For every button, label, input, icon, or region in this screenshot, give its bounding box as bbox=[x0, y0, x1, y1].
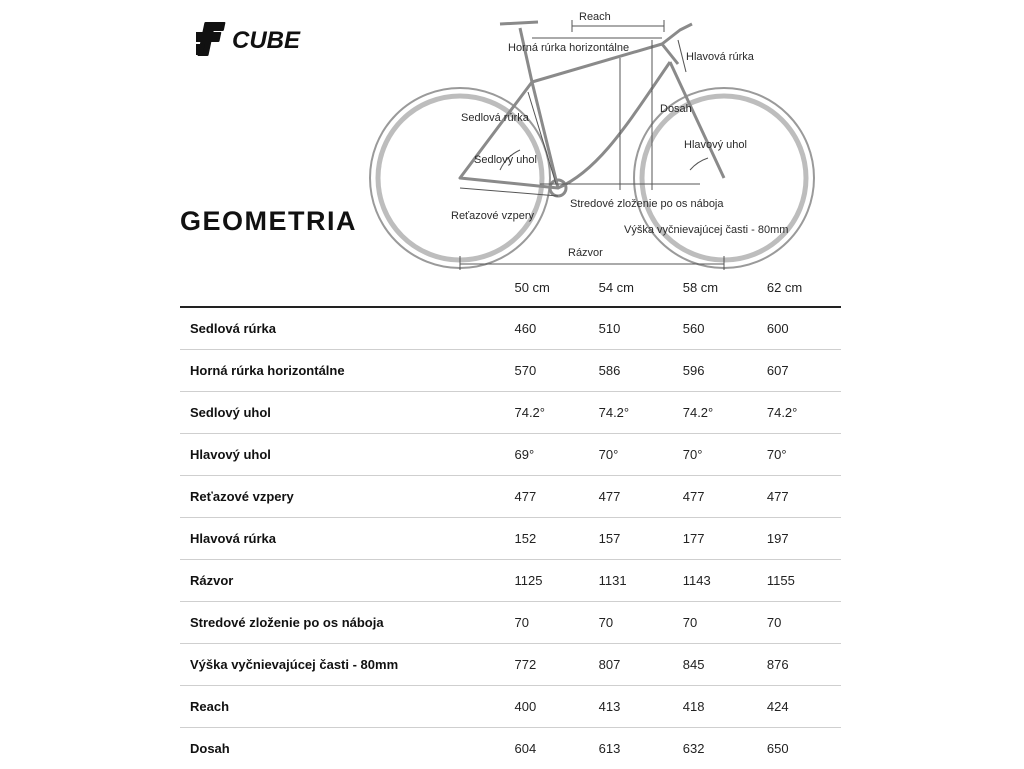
size-header: 54 cm bbox=[589, 268, 673, 307]
row-label: Horná rúrka horizontálne bbox=[180, 350, 504, 392]
diagram-label-head-tube: Hlavová rúrka bbox=[686, 51, 755, 63]
table-row bbox=[180, 476, 841, 518]
row-label: Výška vyčnievajúcej časti - 80mm bbox=[180, 644, 504, 686]
table-row bbox=[180, 392, 841, 434]
table-header-row bbox=[180, 268, 841, 307]
table-cell: 69° bbox=[504, 434, 588, 476]
table-cell: 1131 bbox=[589, 560, 673, 602]
cube-logo-icon bbox=[196, 22, 226, 56]
table-cell: 604 bbox=[504, 728, 588, 769]
table-cell: 74.2° bbox=[757, 392, 841, 434]
table-cell: 632 bbox=[673, 728, 757, 769]
table-cell: 460 bbox=[504, 307, 588, 350]
table-row bbox=[180, 434, 841, 476]
table-cell: 650 bbox=[757, 728, 841, 769]
table-cell: 70 bbox=[673, 602, 757, 644]
diagram-label-seat-angle: Sedlový uhol bbox=[474, 154, 537, 166]
table-cell: 607 bbox=[757, 350, 841, 392]
geometry-table bbox=[180, 268, 841, 769]
table-cell: 807 bbox=[589, 644, 673, 686]
table-cell: 70 bbox=[504, 602, 588, 644]
table-row bbox=[180, 350, 841, 392]
diagram-label-reach: Reach bbox=[579, 11, 611, 23]
page-title: GEOMETRIA bbox=[180, 206, 357, 237]
diagram-label-top-tube: Horná rúrka horizontálne bbox=[508, 42, 629, 54]
table-row bbox=[180, 560, 841, 602]
diagram-label-stack: Dosah bbox=[660, 103, 692, 115]
table-cell: 177 bbox=[673, 518, 757, 560]
geometry-diagram bbox=[360, 0, 820, 270]
row-label: Hlavová rúrka bbox=[180, 518, 504, 560]
row-label: Rázvor bbox=[180, 560, 504, 602]
table-row bbox=[180, 686, 841, 728]
brand-logo bbox=[196, 20, 344, 58]
table-cell: 70° bbox=[673, 434, 757, 476]
size-header: 58 cm bbox=[673, 268, 757, 307]
table-cell: 413 bbox=[589, 686, 673, 728]
table-cell: 74.2° bbox=[589, 392, 673, 434]
row-label: Hlavový uhol bbox=[180, 434, 504, 476]
size-header: 50 cm bbox=[504, 268, 588, 307]
table-cell: 1125 bbox=[504, 560, 588, 602]
table-cell: 70° bbox=[757, 434, 841, 476]
diagram-label-standover: Výška vyčnievajúcej časti - 80mm bbox=[624, 224, 788, 236]
table-cell: 197 bbox=[757, 518, 841, 560]
table-cell: 152 bbox=[504, 518, 588, 560]
table-cell: 477 bbox=[673, 476, 757, 518]
table-row bbox=[180, 307, 841, 350]
row-label: Sedlová rúrka bbox=[180, 307, 504, 350]
table-cell: 600 bbox=[757, 307, 841, 350]
table-cell: 570 bbox=[504, 350, 588, 392]
brand-name: CUBE bbox=[232, 27, 301, 54]
table-cell: 613 bbox=[589, 728, 673, 769]
diagram-label-bb-drop: Stredové zloženie po os náboja bbox=[570, 198, 724, 210]
table-cell: 424 bbox=[757, 686, 841, 728]
table-cell: 510 bbox=[589, 307, 673, 350]
table-cell: 418 bbox=[673, 686, 757, 728]
table-row bbox=[180, 602, 841, 644]
table-row bbox=[180, 644, 841, 686]
table-cell: 586 bbox=[589, 350, 673, 392]
size-header: 62 cm bbox=[757, 268, 841, 307]
table-cell: 560 bbox=[673, 307, 757, 350]
table-cell: 74.2° bbox=[504, 392, 588, 434]
table-cell: 876 bbox=[757, 644, 841, 686]
table-cell: 74.2° bbox=[673, 392, 757, 434]
table-cell: 477 bbox=[589, 476, 673, 518]
row-label: Dosah bbox=[180, 728, 504, 769]
table-cell: 157 bbox=[589, 518, 673, 560]
header-empty bbox=[180, 268, 504, 307]
diagram-label-head-angle: Hlavový uhol bbox=[684, 139, 747, 151]
diagram-label-seat-tube: Sedlová rúrka bbox=[461, 112, 530, 124]
table-cell: 400 bbox=[504, 686, 588, 728]
table-cell: 70 bbox=[757, 602, 841, 644]
table-cell: 596 bbox=[673, 350, 757, 392]
row-label: Stredové zloženie po os náboja bbox=[180, 602, 504, 644]
table-row bbox=[180, 518, 841, 560]
table-cell: 1143 bbox=[673, 560, 757, 602]
table-cell: 845 bbox=[673, 644, 757, 686]
table-cell: 477 bbox=[504, 476, 588, 518]
table-row bbox=[180, 728, 841, 769]
table-cell: 1155 bbox=[757, 560, 841, 602]
row-label: Reach bbox=[180, 686, 504, 728]
table-cell: 772 bbox=[504, 644, 588, 686]
table-cell: 477 bbox=[757, 476, 841, 518]
diagram-label-chainstay: Reťazové vzpery bbox=[451, 210, 534, 222]
row-label: Sedlový uhol bbox=[180, 392, 504, 434]
diagram-label-wheelbase: Rázvor bbox=[568, 247, 603, 259]
table-cell: 70° bbox=[589, 434, 673, 476]
row-label: Reťazové vzpery bbox=[180, 476, 504, 518]
table-cell: 70 bbox=[589, 602, 673, 644]
